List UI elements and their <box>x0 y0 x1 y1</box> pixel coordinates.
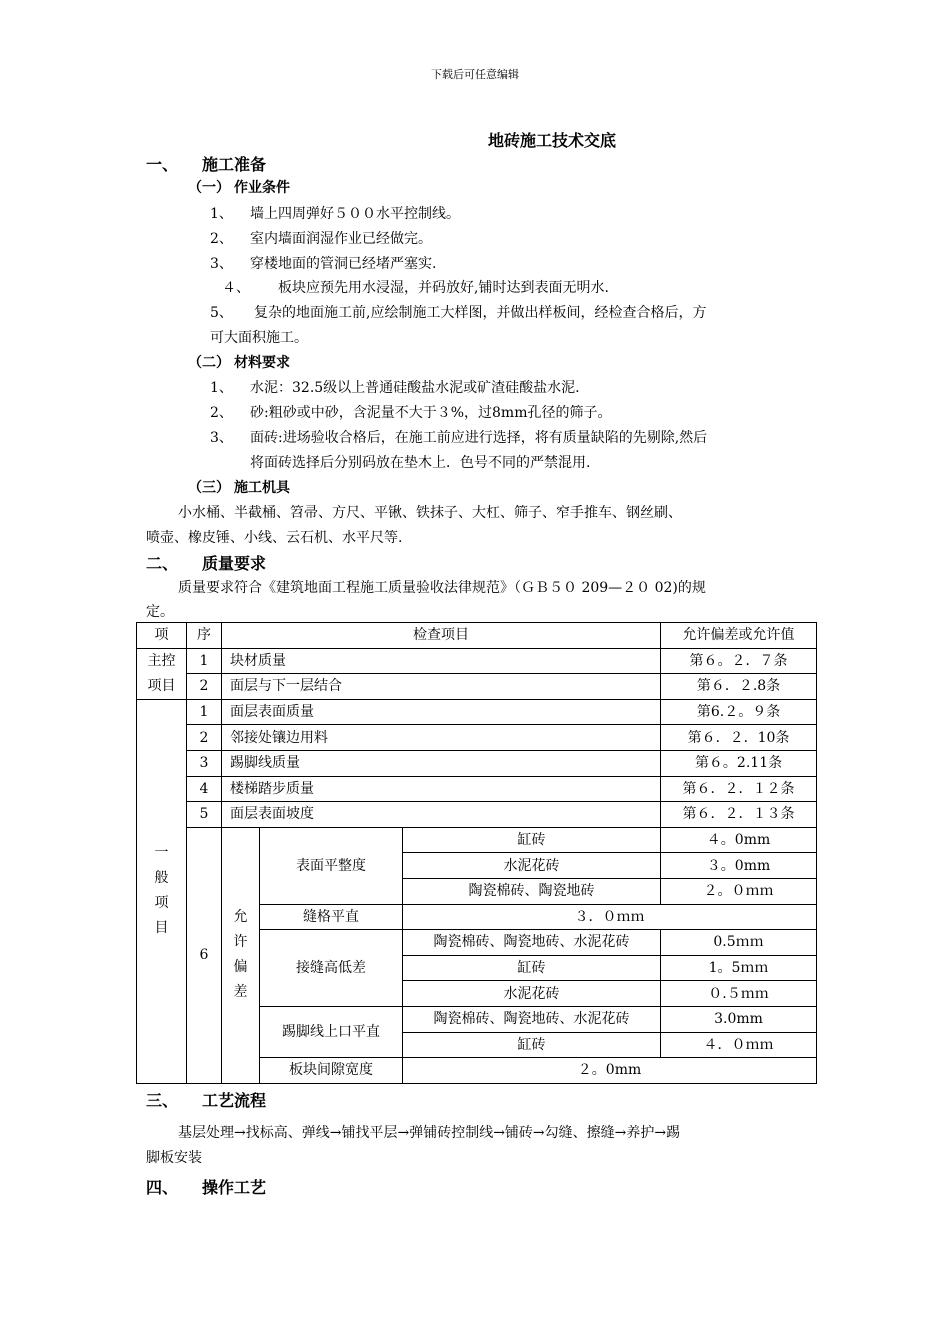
document-title: 地砖施工技术交底 <box>488 131 617 150</box>
table-row <box>137 725 817 751</box>
table-row <box>137 699 817 725</box>
list-item <box>210 402 810 422</box>
value-cell: ２。0mm <box>403 1058 817 1084</box>
type-cell: 陶瓷棉砖、陶瓷地砖、水泥花砖 <box>403 1006 661 1032</box>
value-cell: ３。0mm <box>661 853 817 879</box>
seq-cell: 1 <box>187 699 222 725</box>
list-item-continuation: 将面砖选择后分别码放在垫木上．色号不同的严禁混用. <box>250 455 591 471</box>
type-cell: 水泥花砖 <box>403 981 661 1007</box>
subsection-title: 施工机具 <box>234 480 290 496</box>
section-3-heading <box>146 1088 446 1110</box>
gap-width-label: 板块间隙宽度 <box>260 1058 403 1084</box>
paragraph-line: 基层处理→找标高、弹线→铺找平层→弹铺砖控制线→铺砖→勾缝、擦缝→养护→踢 <box>178 1125 681 1141</box>
seq-cell: 4 <box>187 776 222 802</box>
type-cell: 缸砖 <box>403 955 661 981</box>
skirting-label: 踢脚线上口平直 <box>260 1006 403 1057</box>
value-cell: ４．０ｍｍ <box>661 1032 817 1058</box>
value-cell: ３．０ｍｍ <box>403 904 817 930</box>
value-cell: 3.0mm <box>661 1006 817 1032</box>
table-header-row <box>137 623 817 649</box>
paragraph-line: 脚板安装 <box>146 1150 202 1166</box>
flatness-label: 表面平整度 <box>260 827 403 904</box>
item-number: 3、 <box>210 256 233 272</box>
check-cell: 面层表面坡度 <box>222 802 661 828</box>
table-row <box>137 648 817 674</box>
type-cell: 陶瓷棉砖、陶瓷地砖、水泥花砖 <box>403 930 661 956</box>
list-item <box>210 427 830 447</box>
header-check: 检查项目 <box>222 623 661 649</box>
seam-height-label: 接缝高低差 <box>260 930 403 1007</box>
item-number: 2、 <box>210 405 233 421</box>
item-number: 3、 <box>210 430 233 446</box>
allow-cell: 第６。２．７条 <box>661 648 817 674</box>
check-cell: 踢脚线质量 <box>222 750 661 776</box>
allow-cell: 第６．２．１２条 <box>661 776 817 802</box>
section-number: 一、 <box>146 155 179 174</box>
item-number: ４、 <box>222 280 250 296</box>
section-number: 二、 <box>146 554 179 573</box>
list-item-continuation: 可大面积施工。 <box>210 330 308 346</box>
check-cell: 面层与下一层结合 <box>222 674 661 700</box>
check-cell: 楼梯踏步质量 <box>222 776 661 802</box>
paragraph-line: 质量要求符合《建筑地面工程施工质量验收法律规范》（ＧＢ５０ 209—２０ 02)的规 <box>178 580 706 596</box>
tolerance-label-text: 允许偏差 <box>233 909 248 1001</box>
allow-cell: 第６．２.8条 <box>661 674 817 700</box>
value-cell: 1。5ｍｍ <box>661 955 817 981</box>
list-item <box>210 302 830 322</box>
general-label-text: 一般项目 <box>154 845 169 937</box>
item-text: 面砖:进场验收合格后，在施工前应进行选择，将有质量缺陷的先剔除,然后 <box>250 430 708 446</box>
subsection-title: 材料要求 <box>234 355 290 371</box>
item-number: 2、 <box>210 231 233 247</box>
general-label <box>137 699 187 1083</box>
table-row <box>137 674 817 700</box>
check-cell: 块材质量 <box>222 648 661 674</box>
item-text: 水泥：32.5级以上普通硅酸盐水泥或矿渣硅酸盐水泥. <box>250 380 580 396</box>
list-item <box>210 228 810 248</box>
table-row <box>137 827 817 853</box>
table-row <box>137 776 817 802</box>
section-4-heading <box>146 1175 446 1197</box>
type-cell: 缸砖 <box>403 827 661 853</box>
list-item <box>210 253 810 273</box>
section-title: 施工准备 <box>202 155 267 174</box>
section-1-heading <box>146 152 446 174</box>
type-cell: 水泥花砖 <box>403 853 661 879</box>
item-text: 复杂的地面施工前,应绘制施工大样图，并做出样板间，经检查合格后，方 <box>254 305 707 321</box>
paragraph-line: 定。 <box>146 604 174 620</box>
header-note: 下载后可任意编辑 <box>431 68 519 81</box>
header-item: 项 <box>137 623 187 649</box>
section-number: 四、 <box>146 1178 179 1197</box>
item-text: 墙上四周弹好５００水平控制线。 <box>250 206 460 222</box>
header-allow: 允许偏差或允许值 <box>661 623 817 649</box>
subsection-2-heading <box>188 352 488 372</box>
main-control-label-text: 主控项目 <box>147 652 176 694</box>
subsection-3-heading <box>188 477 488 497</box>
main-control-label <box>137 648 187 699</box>
item-number: 5、 <box>210 305 233 321</box>
allow-cell: 第６．２．10条 <box>661 725 817 751</box>
type-cell: 陶瓷棉砖、陶瓷地砖 <box>403 878 661 904</box>
value-cell: ２。０ｍｍ <box>661 878 817 904</box>
section-title: 质量要求 <box>202 554 267 573</box>
value-cell: ４。0mm <box>661 827 817 853</box>
allow-cell: 第６．２．１３条 <box>661 802 817 828</box>
subsection-number: （三） <box>188 480 230 496</box>
header-seq: 序 <box>187 623 222 649</box>
seq-cell: 1 <box>187 648 222 674</box>
allow-cell: 第６。2.11条 <box>661 750 817 776</box>
seq-cell: 5 <box>187 802 222 828</box>
quality-table <box>136 622 817 1084</box>
seq-cell: 3 <box>187 750 222 776</box>
item-number: 1、 <box>210 206 233 222</box>
item-text: 砂:粗砂或中砂，含泥量不大于３%，过8mm孔径的筛子。 <box>250 405 612 421</box>
type-cell: 缸砖 <box>403 1032 661 1058</box>
seq-cell: 2 <box>187 674 222 700</box>
value-cell: ０.５ｍｍ <box>661 981 817 1007</box>
seq-cell: 6 <box>187 827 222 1083</box>
value-cell: 0.5ｍｍ <box>661 930 817 956</box>
tolerance-label <box>222 827 260 1083</box>
list-item <box>222 277 822 297</box>
seq-cell: 2 <box>187 725 222 751</box>
table-row <box>137 750 817 776</box>
allow-cell: 第6.２。９条 <box>661 699 817 725</box>
section-title: 工艺流程 <box>202 1091 267 1110</box>
subsection-1-heading <box>188 177 488 197</box>
item-text: 室内墙面润湿作业已经做完。 <box>250 231 432 247</box>
paragraph-line: 喷壶、橡皮锤、小线、云石机、水平尺等. <box>146 530 403 546</box>
section-2-heading <box>146 551 446 573</box>
paragraph-line: 小水桶、半截桶、笤帚、方尺、平锹、铁抹子、大杠、筛子、窄手推车、钢丝刷、 <box>178 505 682 521</box>
check-cell: 面层表面质量 <box>222 699 661 725</box>
subsection-title: 作业条件 <box>234 180 290 196</box>
list-item <box>210 377 810 397</box>
section-title: 操作工艺 <box>202 1178 267 1197</box>
item-text: 板块应预先用水浸湿，并码放好,铺时达到表面无明水. <box>278 280 609 296</box>
check-cell: 邻接处镶边用料 <box>222 725 661 751</box>
section-number: 三、 <box>146 1091 179 1110</box>
item-text: 穿楼地面的管洞已经堵严塞实. <box>250 256 437 272</box>
subsection-number: （二） <box>188 355 230 371</box>
subsection-number: （一） <box>188 180 230 196</box>
item-number: 1、 <box>210 380 233 396</box>
table-row <box>137 802 817 828</box>
seam-straight-label: 缝格平直 <box>260 904 403 930</box>
list-item <box>210 203 810 223</box>
